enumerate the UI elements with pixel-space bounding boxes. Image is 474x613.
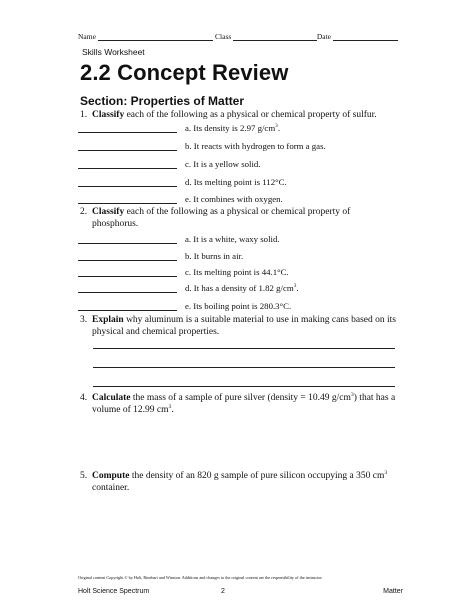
question-number: 1. (80, 110, 88, 120)
answer-blank[interactable] (78, 300, 177, 311)
q2-item-d: d. It has a density of 1.82 $g/cm^3$. (78, 282, 299, 293)
question-number: 5. (80, 471, 88, 481)
answer-blank[interactable] (78, 266, 177, 277)
q1-item-e: e. It combines with oxygen. (78, 193, 283, 204)
answer-blank[interactable] (78, 193, 177, 204)
q2-item-a: a. It is a white, waxy solid. (78, 233, 280, 244)
page-title: 2.2 Concept Review (80, 60, 289, 85)
question-number: 4. (80, 393, 88, 403)
answer-blank[interactable] (78, 282, 177, 293)
worksheet-page: Name Class Date Skills Worksheet 2.2 Concept Review Section: Properties of Matter 1. Classify each of the following as a physical or chemical property of sulfur. a. Its density is 2.97 $g/cm^3$. b. It reacts with hydrogen to form a gas. c. It is a yellow solid. d. Its melting point is 112°C. e. It combines with oxygen. 2. Classify each of the following as a physical or chemical property of phosphorus. a. It is a white, waxy solid. b. It burns in air. c. Its melting point is 44.1°C. d. It has a density of 1.82 $g/cm^3$. e. Its boiling point is 280.3°C. 3. Explain why aluminum is a suitable material to use in making cans based on its physical and chemical properties. 4. Calculate the mass of a sample of pure silver (density = 10.49 $g/cm^3$) that has a volume of 12.99 $cm^3$. 5. Compute the density of an 820 g sample of pure silicon occupying a 350 $cm^3$ container. Original content Copyright © by Holt, Rinehart and Winston. Additions and changes to the original content are the responsibility of the instructor. Holt Science Spectrum 2 Matter (78, 32, 403, 595)
answer-line[interactable] (93, 367, 395, 368)
footer-chapter: Matter (383, 588, 403, 595)
q1-item-d: d. Its melting point is 112°C. (78, 176, 287, 187)
question-verb: Classify (92, 110, 125, 120)
question-verb: Calculate (92, 393, 131, 403)
answer-line[interactable] (93, 386, 395, 387)
answer-blank[interactable] (78, 233, 177, 244)
q2-item-b: b. It burns in air. (78, 250, 243, 261)
class-blank[interactable] (233, 32, 317, 41)
name-blank[interactable] (98, 32, 213, 41)
name-label: Name (78, 32, 96, 41)
answer-blank[interactable] (78, 122, 177, 133)
question-text: why aluminum is a suitable material to use in making cans based on its physical and chemical properties. (92, 315, 396, 337)
answer-blank[interactable] (78, 140, 177, 151)
question-verb: Compute (92, 471, 130, 481)
date-blank[interactable] (333, 32, 398, 41)
q1-item-a: a. Its density is 2.97 $g/cm^3$. (78, 122, 280, 133)
answer-blank[interactable] (78, 158, 177, 169)
answer-blank[interactable] (78, 176, 177, 187)
section-heading: Section: Properties of Matter (80, 94, 245, 108)
answer-line[interactable] (93, 348, 395, 349)
question-text: each of the following as a physical or chemical property of phosphorus. (92, 207, 351, 229)
header-fields (78, 32, 398, 41)
answer-blank[interactable] (78, 250, 177, 261)
copyright-notice: Original content Copyright © by Holt, Rinehart and Winston. Additions and changes to the original content are the responsibility of the instructor. (78, 575, 323, 580)
q1-item-b: b. It reacts with hydrogen to form a gas. (78, 140, 326, 151)
worksheet-label: Skills Worksheet (82, 47, 145, 57)
question-verb: Classify (92, 207, 125, 217)
q2-item-c: c. Its melting point is 44.1°C. (78, 266, 289, 277)
class-label: Class (215, 32, 232, 41)
question-text: each of the following as a physical or chemical property of sulfur. (124, 110, 377, 120)
question-number: 3. (80, 315, 88, 325)
q1-item-c: c. It is a yellow solid. (78, 158, 261, 169)
q2-item-e: e. Its boiling point is 280.3°C. (78, 300, 291, 311)
footer-book-title: Holt Science Spectrum (78, 588, 150, 595)
question-verb: Explain (92, 315, 124, 325)
question-number: 2. (80, 207, 88, 217)
date-label: Date (316, 32, 332, 41)
footer-page-number: 2 (221, 588, 225, 595)
